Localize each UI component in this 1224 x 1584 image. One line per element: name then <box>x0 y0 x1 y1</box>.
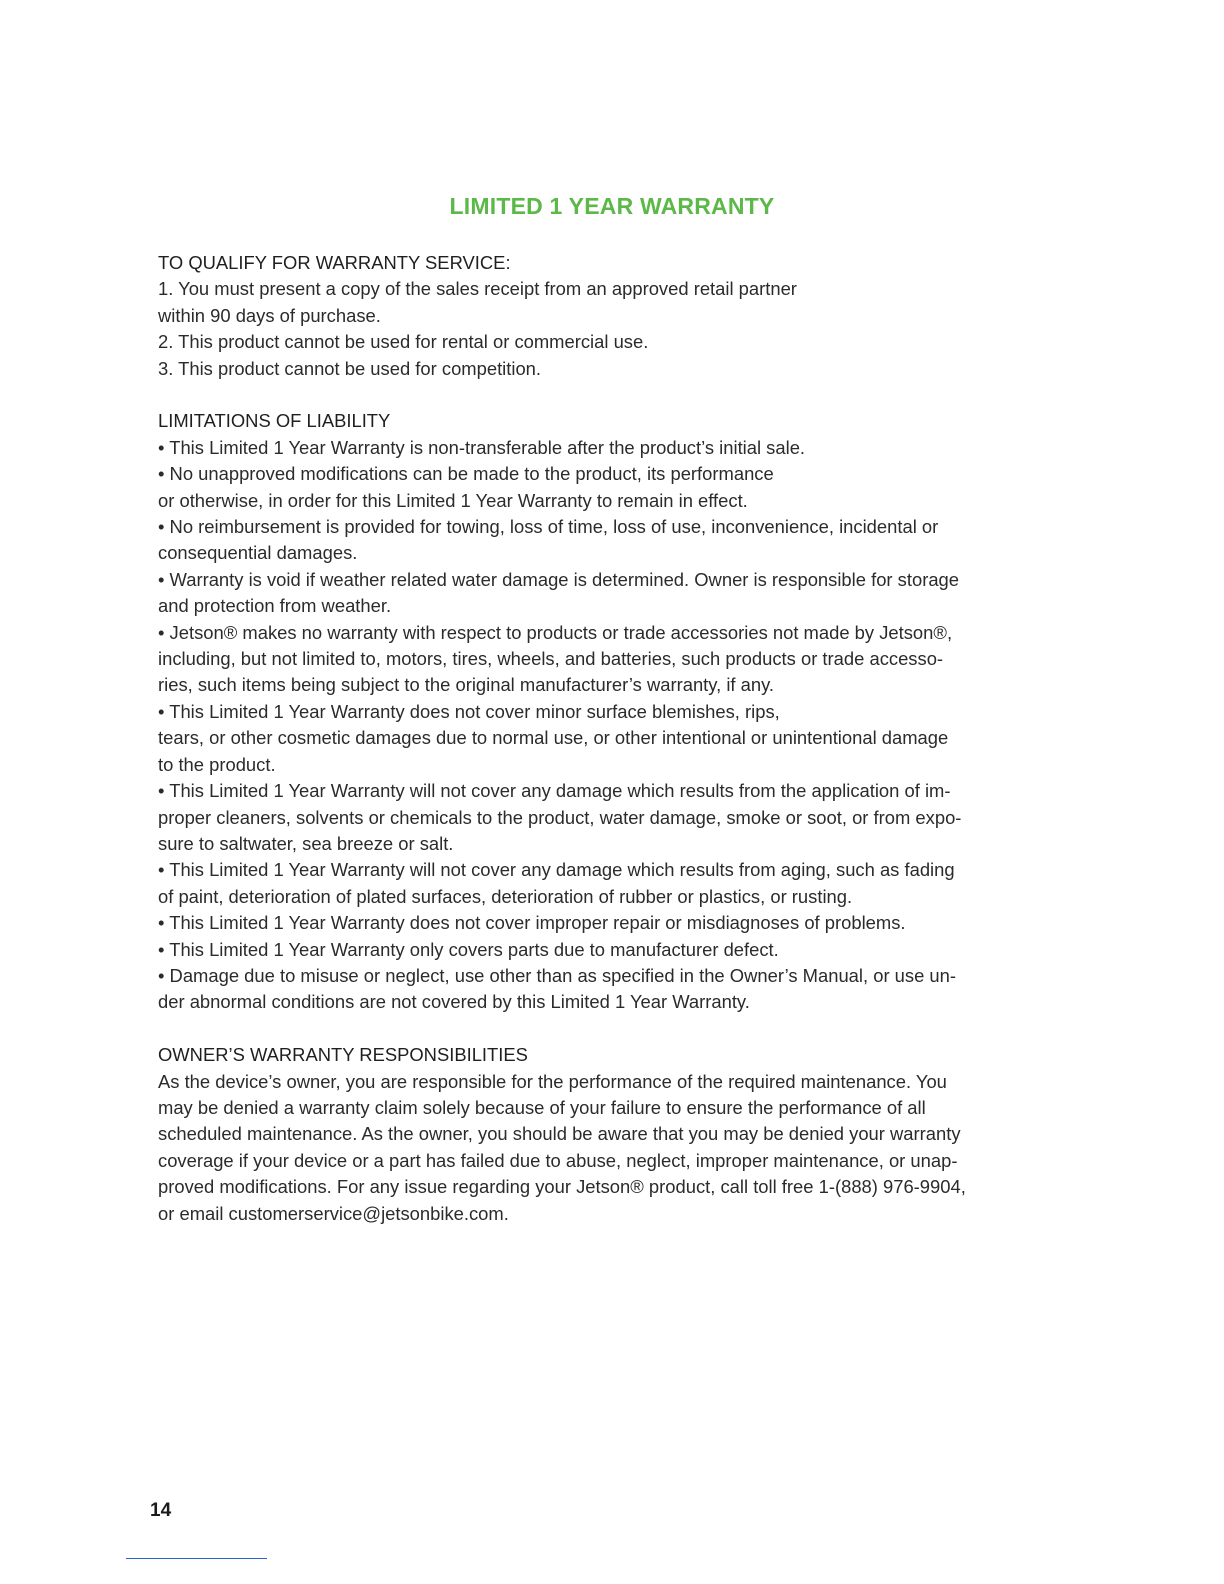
section-limitations <box>158 408 1053 1015</box>
text-line: tears, or other cosmetic damages due to normal use, or other intentional or unintentional damage <box>158 727 949 749</box>
text-line: • No unapproved modifications can be made to the product, its performance <box>158 463 774 485</box>
text-line: ries, such items being subject to the original manufacturer’s warranty, if any. <box>158 674 775 696</box>
text-line: proper cleaners, solvents or chemicals to the product, water damage, smoke or soot, or from expo- <box>158 806 962 828</box>
text-line: consequential damages. <box>158 542 358 564</box>
text-line: • This Limited 1 Year Warranty does not cover improper repair or misdiagnoses of problems. <box>158 912 906 934</box>
text-line: • Damage due to misuse or neglect, use other than as specified in the Owner’s Manual, or use un- <box>158 964 957 986</box>
text-line: of paint, deterioration of plated surfaces, deterioration of rubber or plastics, or rusting. <box>158 885 853 907</box>
text-line: proved modifications. For any issue regarding your Jetson® product, call toll free 1-(888) 976-9904, <box>158 1176 966 1198</box>
text-line: 2. This product cannot be used for rental or commercial use. <box>158 331 649 353</box>
text-line: • Jetson® makes no warranty with respect to products or trade accessories not made by Jetson®, <box>158 621 953 643</box>
text-line: within 90 days of purchase. <box>158 304 381 326</box>
text-line: 1. You must present a copy of the sales receipt from an approved retail partner <box>158 278 797 300</box>
section-heading: OWNER’S WARRANTY RESPONSIBILITIES <box>158 1044 528 1066</box>
section-heading: TO QUALIFY FOR WARRANTY SERVICE: <box>158 252 511 273</box>
text-line: coverage if your device or a part has failed due to abuse, neglect, improper maintenance, or unap- <box>158 1149 958 1171</box>
text-line: or email customerservice@jetsonbike.com. <box>158 1202 509 1224</box>
text-line: to the product. <box>158 753 276 775</box>
section-qualify <box>158 250 1053 382</box>
text-line: • No reimbursement is provided for towing, loss of time, loss of use, inconvenience, incidental or <box>158 516 939 538</box>
section-owner-responsibilities <box>158 1042 1053 1227</box>
section-heading: LIMITATIONS OF LIABILITY <box>158 410 391 432</box>
text-line: may be denied a warranty claim solely because of your failure to ensure the performance of all <box>158 1096 926 1118</box>
page-number: 14 <box>150 1500 172 1521</box>
text-line: or otherwise, in order for this Limited 1 Year Warranty to remain in effect. <box>158 489 748 511</box>
text-line: including, but not limited to, motors, tires, wheels, and batteries, such products or trade accesso- <box>158 648 944 670</box>
footer-divider <box>126 1558 267 1559</box>
text-line: • This Limited 1 Year Warranty only covers parts due to manufacturer defect. <box>158 938 779 960</box>
page-title: LIMITED 1 YEAR WARRANTY <box>449 193 775 219</box>
text-line: • Warranty is void if weather related water damage is determined. Owner is responsible for storage <box>158 568 959 590</box>
warranty-content <box>158 250 1053 1227</box>
text-line: der abnormal conditions are not covered by this Limited 1 Year Warranty. <box>158 991 750 1013</box>
text-line: • This Limited 1 Year Warranty is non-transferable after the product’s initial sale. <box>158 436 806 458</box>
text-line: scheduled maintenance. As the owner, you should be aware that you may be denied your warranty <box>158 1123 961 1145</box>
text-line: • This Limited 1 Year Warranty does not cover minor surface blemishes, rips, <box>158 700 780 722</box>
text-line: 3. This product cannot be used for competition. <box>158 357 542 379</box>
text-line: and protection from weather. <box>158 595 392 617</box>
text-line: • This Limited 1 Year Warranty will not cover any damage which results from aging, such as fading <box>158 859 955 881</box>
text-line: sure to saltwater, sea breeze or salt. <box>158 832 454 854</box>
text-line: As the device’s owner, you are responsible for the performance of the required maintenance. You <box>158 1070 947 1092</box>
text-line: • This Limited 1 Year Warranty will not cover any damage which results from the application of im- <box>158 780 951 802</box>
